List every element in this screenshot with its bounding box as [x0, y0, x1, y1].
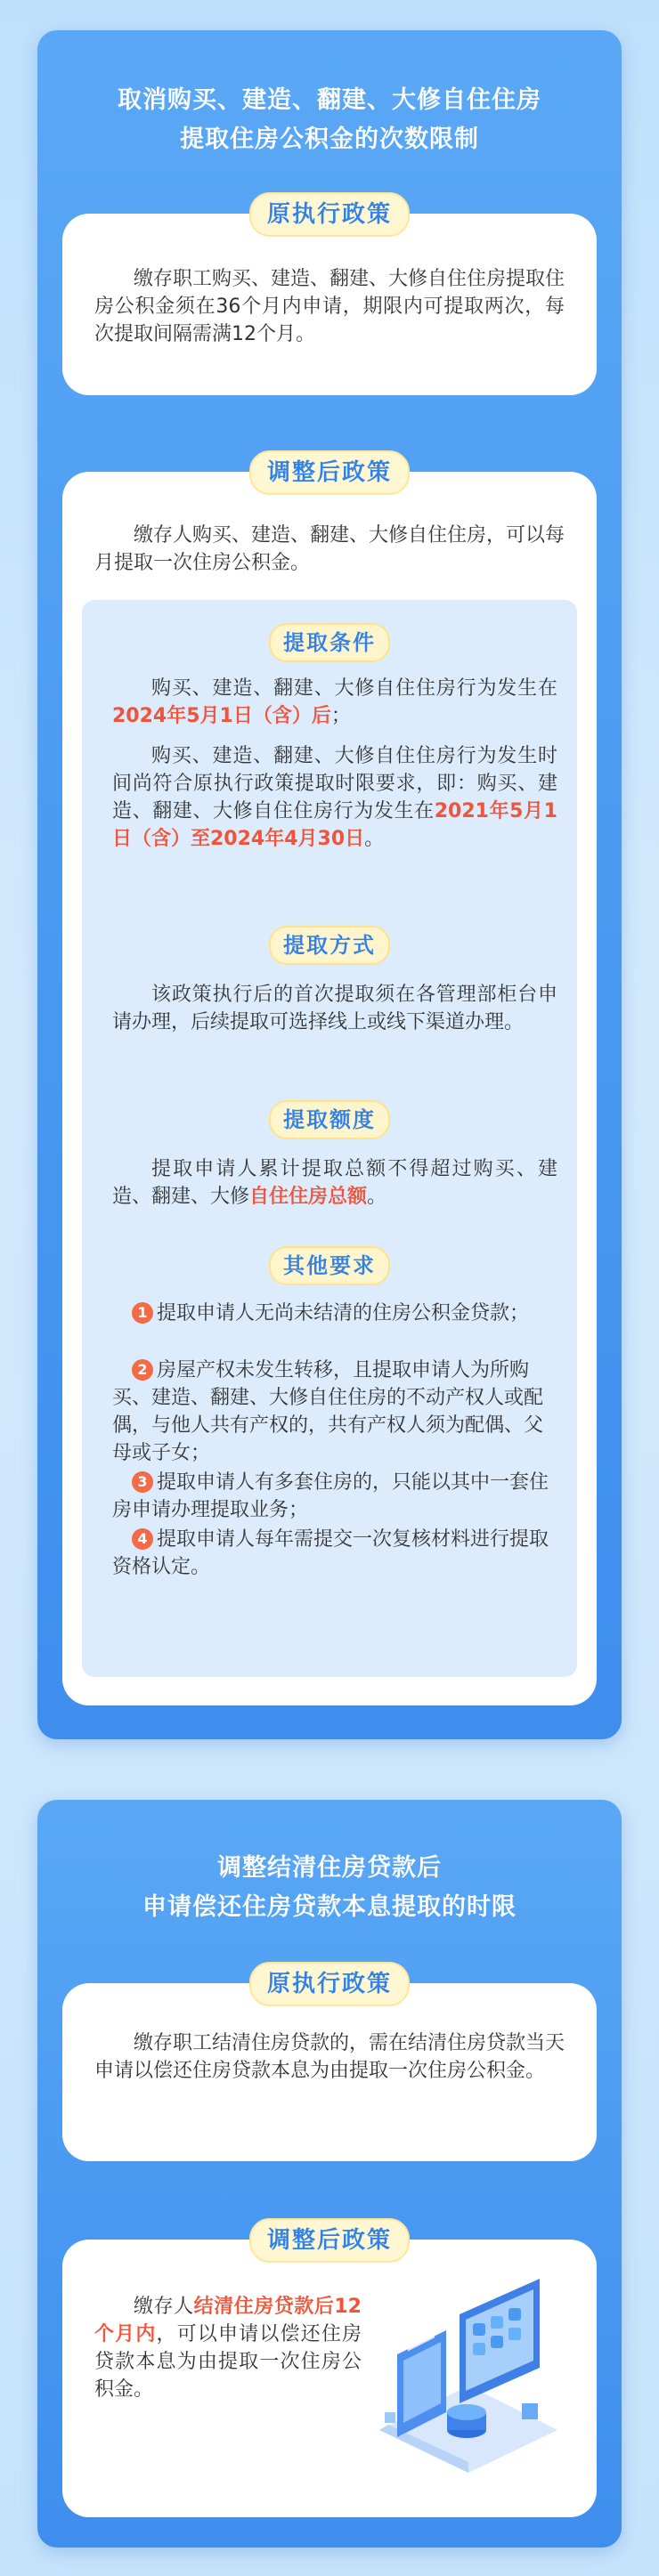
requirement-item-4: 4 提取申请人每年需提交一次复核材料进行提取资格认定。: [112, 1528, 549, 1578]
online-service-illustration: [362, 2279, 575, 2475]
adjusted-highlight-2: 结清住房贷款后12个月内: [94, 2296, 362, 2345]
other-requirements-label: 其他要求: [269, 1246, 390, 1285]
policy-panel-1: [37, 30, 622, 1739]
panel-2-title-line1: 调整结清住房贷款后: [217, 1854, 442, 1882]
number-badge-1: 1: [132, 1302, 153, 1324]
number-badge-2: 2: [132, 1359, 153, 1381]
original-policy-label-2: 原执行政策: [249, 1962, 410, 2006]
amount-highlight: 自住住房总额: [249, 1186, 368, 1208]
original-policy-card-2: [62, 1971, 597, 2161]
panel-2-title-line2: 申请偿还住房贷款本息提取的时限: [142, 1893, 517, 1921]
adjusted-policy-text-2: 缴存人结清住房贷款后12个月内，可以申请以偿还住房贷款本息为由提取一次住房公积金。: [94, 2296, 362, 2401]
method-label: 提取方式: [269, 926, 390, 965]
adjusted-policy-text-1: 缴存人购买、建造、翻建、大修自住住房，可以每月提取一次住房公积金。: [94, 524, 565, 574]
original-policy-text-2: 缴存职工结清住房贷款的，需在结清住房贷款当天申请以偿还住房贷款本息为由提取一次住房公积金。: [94, 2032, 565, 2082]
panel-1-title-line2: 提取住房公积金的次数限制: [180, 126, 479, 153]
adjusted-policy-card-1: [62, 459, 597, 1705]
adjusted-policy-details: [82, 600, 577, 1677]
method-text: 该政策执行后的首次提取须在各管理部柜台申请办理，后续提取可选择线上或线下渠道办理。: [112, 984, 557, 1033]
requirement-item-2: 2 房屋产权未发生转移，且提取申请人为所购买、建造、翻建、大修自住住房的不动产权人或配偶，与他人共有产权的，共有产权人须为配偶、父母或子女；: [112, 1359, 544, 1464]
requirement-item-3: 3 提取申请人有多套住房的，只能以其中一套住房申请办理提取业务；: [112, 1471, 549, 1521]
original-policy-label-1: 原执行政策: [249, 192, 410, 237]
conditions-date-2: 2021年5月1日（含）至2024年4月30日: [112, 800, 557, 850]
original-policy-card-1: [62, 201, 597, 395]
adjusted-policy-label-2: 调整后政策: [249, 2218, 410, 2263]
number-badge-3: 3: [132, 1471, 153, 1493]
panel-1-title-line1: 取消购买、建造、翻建、大修自住住房: [118, 86, 541, 114]
conditions-date-1: 2024年5月1日（含）后: [112, 705, 331, 727]
number-badge-4: 4: [132, 1528, 153, 1550]
amount-text: 提取申请人累计提取总额不得超过购买、建造、翻建、大修自住住房总额。: [112, 1158, 557, 1208]
conditions-item-2: 购买、建造、翻建、大修自住住房行为发生时间尚符合原执行政策提取时限要求，即：购买、建造、翻建、大修自住住房行为发生在2021年5月1日（含）至2024年4月30日。: [112, 745, 557, 850]
adjusted-policy-card-2: [62, 2227, 597, 2517]
conditions-item-1: 购买、建造、翻建、大修自住住房行为发生在2024年5月1日（含）后；: [112, 677, 557, 727]
original-policy-text-1: 缴存职工购买、建造、翻建、大修自住住房提取住房公积金须在36个月内申请，期限内可提取两次，每次提取间隔需满12个月。: [94, 268, 565, 345]
requirement-item-1: 1 提取申请人无尚未结清的住房公积金贷款；: [112, 1300, 557, 1327]
adjusted-policy-label-1: 调整后政策: [249, 450, 410, 495]
amount-label: 提取额度: [269, 1100, 390, 1139]
policy-panel-2: [37, 1800, 622, 2548]
conditions-label: 提取条件: [269, 623, 390, 662]
